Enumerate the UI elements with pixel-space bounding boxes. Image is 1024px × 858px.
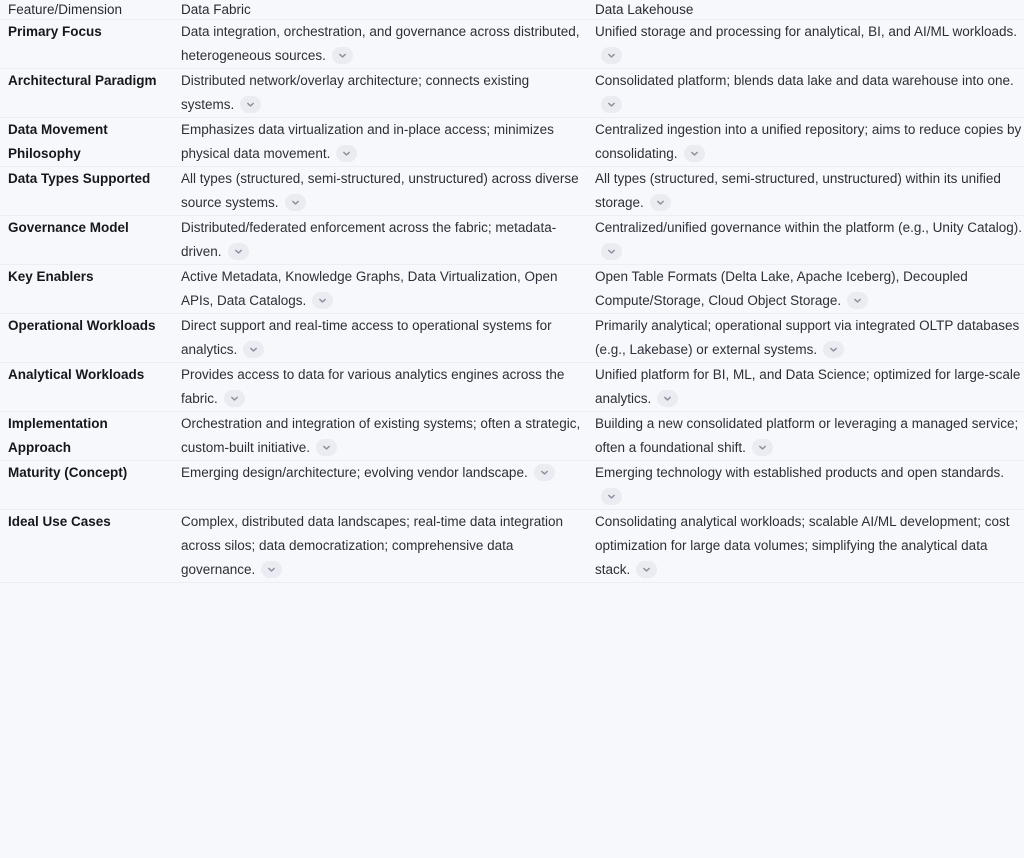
chevron-down-icon[interactable] — [823, 341, 844, 358]
row-feature-label: Data Types Supported — [0, 167, 172, 216]
chevron-down-icon[interactable] — [336, 145, 357, 162]
table-row — [0, 461, 1024, 510]
cell-data-lakehouse — [584, 69, 1024, 118]
cell-data-fabric — [172, 265, 584, 314]
chevron-down-icon[interactable] — [684, 145, 705, 162]
cell-text: Primarily analytical; operational support via integrated OLTP databases (e.g., Lakebase) or external systems. — [595, 318, 1020, 357]
chevron-down-icon[interactable] — [312, 292, 333, 309]
cell-text: Consolidating analytical workloads; scalable AI/ML development; cost optimization for large data volumes; simplifying the analytical data stack. — [595, 514, 1010, 577]
cell-text: Emerging design/architecture; evolving vendor landscape. — [181, 465, 528, 480]
table-row — [0, 167, 1024, 216]
cell-data-fabric — [172, 216, 584, 265]
column-header-data-fabric: Data Fabric — [172, 0, 584, 20]
chevron-down-icon[interactable] — [261, 561, 282, 578]
table-header — [0, 0, 1024, 20]
cell-data-lakehouse — [584, 510, 1024, 583]
cell-data-lakehouse — [584, 167, 1024, 216]
row-feature-label: Governance Model — [0, 216, 172, 265]
row-feature-label: Implementation Approach — [0, 412, 172, 461]
chevron-down-icon[interactable] — [847, 292, 868, 309]
table-row — [0, 510, 1024, 583]
table-row — [0, 265, 1024, 314]
chevron-down-icon[interactable] — [228, 243, 249, 260]
cell-data-fabric — [172, 412, 584, 461]
cell-data-fabric — [172, 69, 584, 118]
chevron-down-icon[interactable] — [285, 194, 306, 211]
cell-data-fabric — [172, 167, 584, 216]
chevron-down-icon[interactable] — [601, 96, 622, 113]
chevron-down-icon[interactable] — [601, 488, 622, 505]
chevron-down-icon[interactable] — [601, 47, 622, 64]
row-feature-label: Ideal Use Cases — [0, 510, 172, 583]
cell-data-lakehouse — [584, 20, 1024, 69]
chevron-down-icon[interactable] — [636, 561, 657, 578]
cell-text: All types (structured, semi-structured, unstructured) across diverse source systems. — [181, 171, 579, 210]
cell-data-fabric — [172, 363, 584, 412]
cell-text: Distributed/federated enforcement across the fabric; metadata-driven. — [181, 220, 557, 259]
table-row — [0, 69, 1024, 118]
cell-text: All types (structured, semi-structured, unstructured) within its unified storage. — [595, 171, 1001, 210]
chevron-down-icon[interactable] — [534, 464, 555, 481]
cell-text: Distributed network/overlay architecture; connects existing systems. — [181, 73, 530, 112]
row-feature-label: Key Enablers — [0, 265, 172, 314]
table-row — [0, 314, 1024, 363]
chevron-down-icon[interactable] — [243, 341, 264, 358]
table-row — [0, 118, 1024, 167]
table-row — [0, 216, 1024, 265]
table-body — [0, 20, 1024, 583]
cell-text: Emphasizes data virtualization and in-place access; minimizes physical data movement. — [181, 122, 554, 161]
column-header-feature: Feature/Dimension — [0, 0, 172, 20]
chevron-down-icon[interactable] — [224, 390, 245, 407]
cell-data-lakehouse — [584, 216, 1024, 265]
cell-text: Open Table Formats (Delta Lake, Apache Iceberg), Decoupled Compute/Storage, Cloud Object Storage. — [595, 269, 968, 308]
table-row — [0, 412, 1024, 461]
cell-text: Centralized ingestion into a unified repository; aims to reduce copies by consolidating. — [595, 122, 1022, 161]
cell-data-lakehouse — [584, 461, 1024, 510]
table-row — [0, 363, 1024, 412]
row-feature-label: Analytical Workloads — [0, 363, 172, 412]
cell-data-lakehouse — [584, 265, 1024, 314]
cell-text: Complex, distributed data landscapes; real-time data integration across silos; data democratization; comprehensive data governance. — [181, 514, 563, 577]
table-header-row — [0, 0, 1024, 20]
cell-data-lakehouse — [584, 363, 1024, 412]
cell-text: Centralized/unified governance within the platform (e.g., Unity Catalog). — [595, 220, 1022, 235]
table-row — [0, 20, 1024, 69]
row-feature-label: Architectural Paradigm — [0, 69, 172, 118]
chevron-down-icon[interactable] — [332, 47, 353, 64]
column-header-data-lakehouse: Data Lakehouse — [584, 0, 1024, 20]
row-feature-label: Primary Focus — [0, 20, 172, 69]
cell-text: Orchestration and integration of existing systems; often a strategic, custom-built initiative. — [181, 416, 581, 455]
row-feature-label: Maturity (Concept) — [0, 461, 172, 510]
cell-data-fabric — [172, 461, 584, 510]
cell-data-fabric — [172, 118, 584, 167]
chevron-down-icon[interactable] — [752, 439, 773, 456]
cell-data-fabric — [172, 20, 584, 69]
cell-data-lakehouse — [584, 314, 1024, 363]
cell-text: Unified storage and processing for analytical, BI, and AI/ML workloads. — [595, 24, 1017, 39]
chevron-down-icon[interactable] — [316, 439, 337, 456]
cell-data-lakehouse — [584, 118, 1024, 167]
chevron-down-icon[interactable] — [601, 243, 622, 260]
row-feature-label: Operational Workloads — [0, 314, 172, 363]
cell-text: Unified platform for BI, ML, and Data Science; optimized for large-scale analytics. — [595, 367, 1021, 406]
cell-text: Provides access to data for various analytics engines across the fabric. — [181, 367, 565, 406]
cell-data-fabric — [172, 510, 584, 583]
cell-text: Building a new consolidated platform or leveraging a managed service; often a foundational shift. — [595, 416, 1019, 455]
chevron-down-icon[interactable] — [657, 390, 678, 407]
cell-text: Data integration, orchestration, and governance across distributed, heterogeneous sources. — [181, 24, 580, 63]
chevron-down-icon[interactable] — [240, 96, 261, 113]
cell-text: Direct support and real-time access to operational systems for analytics. — [181, 318, 552, 357]
row-feature-label: Data Movement Philosophy — [0, 118, 172, 167]
cell-text: Consolidated platform; blends data lake and data warehouse into one. — [595, 73, 1014, 88]
cell-data-fabric — [172, 314, 584, 363]
cell-text: Emerging technology with established products and open standards. — [595, 465, 1005, 480]
cell-data-lakehouse — [584, 412, 1024, 461]
chevron-down-icon[interactable] — [650, 194, 671, 211]
cell-text: Active Metadata, Knowledge Graphs, Data Virtualization, Open APIs, Data Catalogs. — [181, 269, 558, 308]
